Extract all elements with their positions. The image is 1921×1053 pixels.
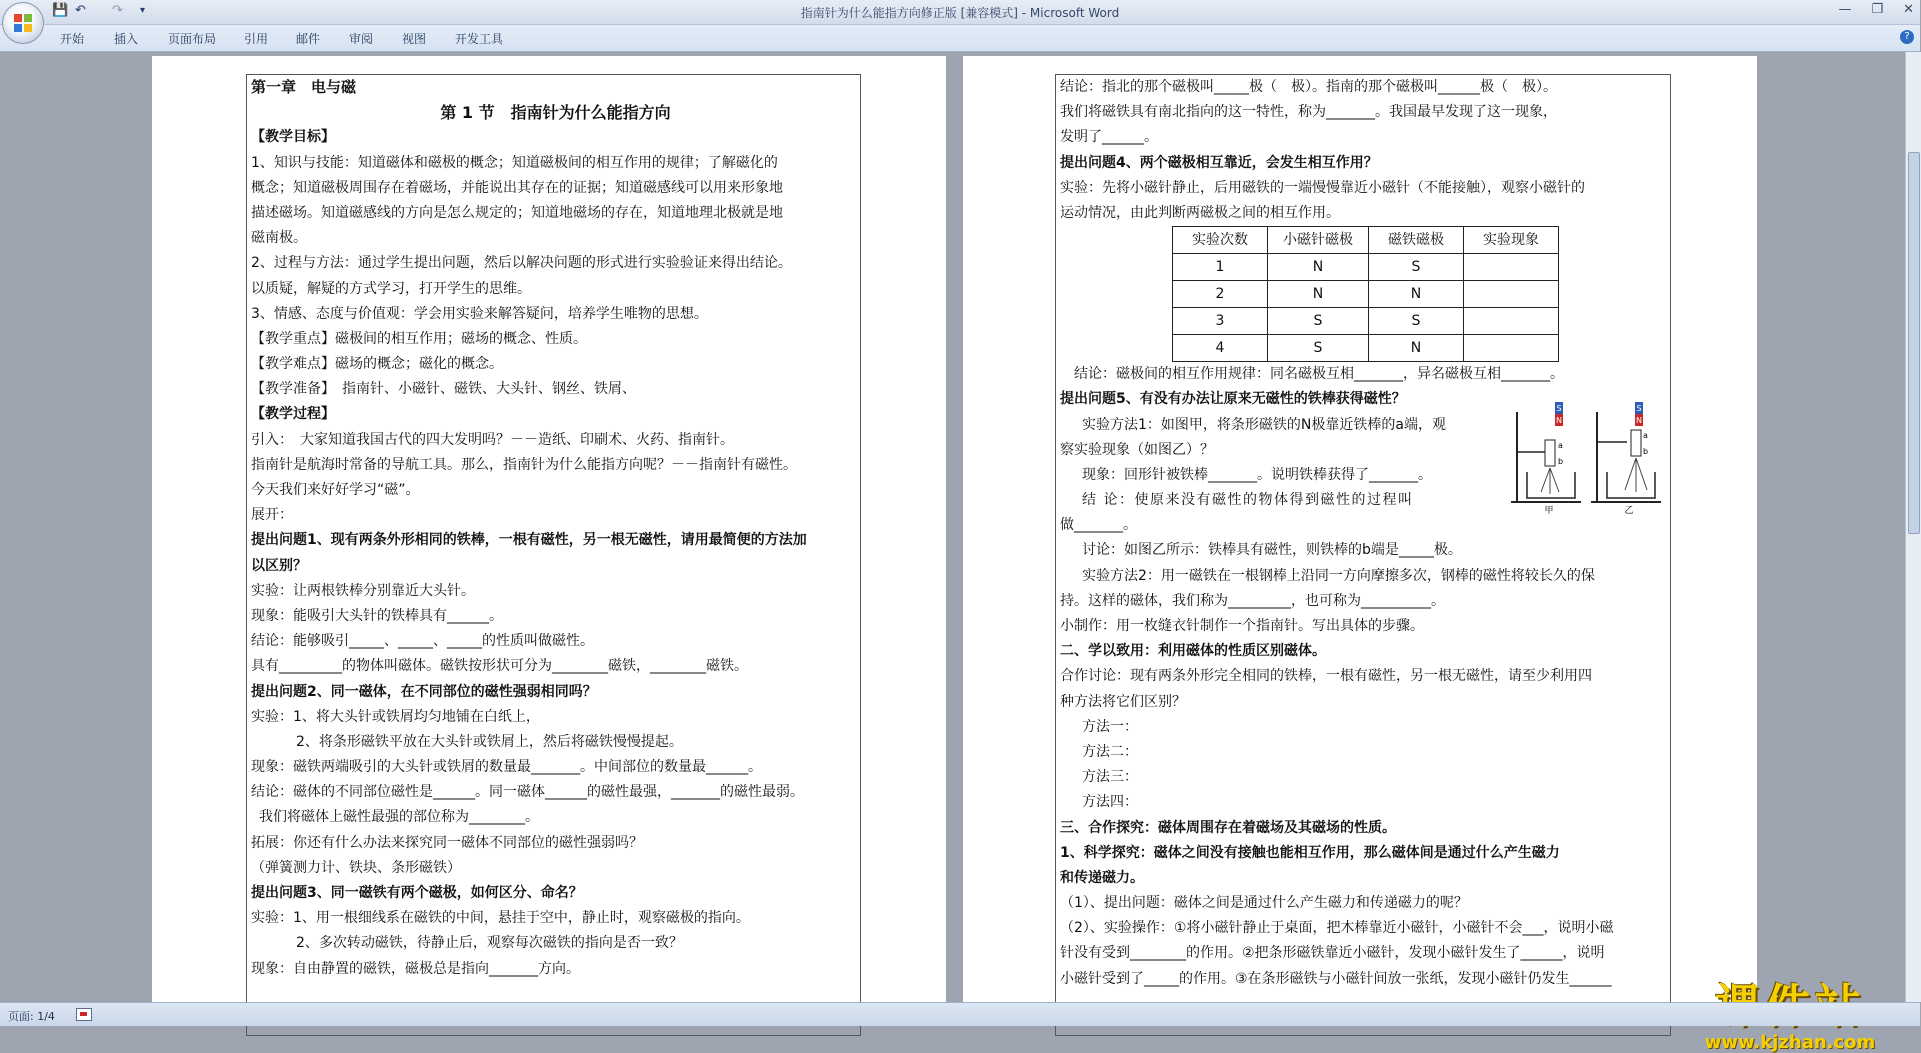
paragraph-line: （2）、实验操作：①将小磁针静止于桌面，把木棒靠近小磁针，小磁针不会___，说明小磁 [1060, 920, 1614, 937]
question-4: 提出问题4、两个磁极相互靠近，会发生相互作用？ [1060, 154, 1378, 171]
paragraph-line: 拓展：你还有什么办法来探究同一磁体不同部位的磁性强弱吗？ [251, 834, 643, 851]
paragraph-line: （1）、提出问题：磁体之间是通过什么产生磁力和传递磁力的呢？ [1060, 895, 1468, 912]
pole-n-label: N [1556, 416, 1562, 425]
window-controls [1838, 2, 1914, 17]
table-cell: N [1268, 281, 1369, 308]
proofing-mark [80, 1012, 87, 1016]
paragraph-line: 针没有受到________的作用。②把条形磁铁靠近小磁针，发现小磁针发生了______，说明 [1060, 945, 1605, 962]
paragraph-line: 我们将磁铁具有南北指向的这一特性，称为_______。我国最早发现了这一现象， [1060, 104, 1557, 121]
redo-icon[interactable]: ↷ [112, 3, 123, 18]
table-cell: S [1369, 308, 1464, 335]
right-page-text[interactable] [1055, 74, 1671, 1036]
section-title: 第 1 节 指南针为什么能指方向 [440, 103, 671, 123]
end-a-label: a [1643, 431, 1648, 440]
page-1 [152, 56, 946, 1016]
page-indicator[interactable]: 页面: 1/4 [8, 1010, 55, 1023]
undo-icon[interactable]: ↶ [75, 3, 86, 18]
chapter-title: 第一章 电与磁 [251, 78, 357, 96]
paragraph-line: 以质疑，解疑的方式学习，打开学生的思维。 [251, 280, 531, 297]
paragraph-line: 现象：自由静置的磁铁，磁极总是指向_______方向。 [251, 960, 580, 977]
question-3: 提出问题3、同一磁铁有两个磁极，如何区分、命名？ [251, 885, 583, 901]
table-cell: 4 [1173, 335, 1268, 362]
proofing-icon[interactable] [76, 1008, 92, 1021]
label-yi: 乙 [1624, 506, 1634, 516]
paragraph-line: 引入： 大家知道我国古代的四大发明吗？－－造纸、印刷术、火药、指南针。 [251, 431, 734, 448]
minimize-button[interactable]: — [1838, 2, 1852, 17]
paragraph-line: 结论：磁极间的相互作用规律：同名磁极互相_______，异名磁极互相_______。 [1074, 366, 1564, 383]
inquiry-heading-cont: 和传递磁力。 [1060, 869, 1144, 886]
paragraph-line: 2、将条形磁铁平放在大头针或铁屑上，然后将磁铁慢慢提起。 [296, 733, 683, 750]
table-cell: S [1268, 335, 1369, 362]
paragraph-line: 指南针是航海时常备的导航工具。那么，指南针为什么能指方向呢？－－指南针有磁性。 [251, 456, 797, 473]
paragraph-line: 实验方法1：如图甲，将条形磁铁的N极靠近铁棒的a端，观 [1082, 416, 1446, 433]
paragraph-line: 小磁针受到了_____的作用。③在条形磁铁与小磁针间放一张纸，发现小磁针仍发生______ [1060, 970, 1612, 987]
method-line: 方法一： [1082, 718, 1138, 735]
table-row [1173, 335, 1559, 362]
section-3-heading: 三、合作探究：磁体周围存在着磁场及其磁场的性质。 [1060, 819, 1396, 836]
table-header-row [1173, 227, 1559, 254]
table-cell: S [1369, 254, 1464, 281]
status-bar [0, 1002, 1920, 1026]
table-cell: N [1268, 254, 1369, 281]
paragraph-line: 种方法将它们区别？ [1060, 693, 1186, 710]
paragraph-line: 发明了______。 [1060, 129, 1158, 146]
office-button[interactable] [2, 2, 44, 44]
paragraph-line: 结论：能够吸引_____、_____、_____的性质叫做磁性。 [251, 633, 594, 650]
table-row [1173, 308, 1559, 335]
end-b-label: b [1558, 457, 1564, 466]
paragraph-line: 我们将磁体上磁性最强的部位称为________。 [259, 809, 539, 826]
paragraph-line: 讨论：如图乙所示：铁棒具有磁性，则铁棒的b端是_____极。 [1082, 542, 1462, 559]
label-jia: 甲 [1544, 506, 1554, 516]
paragraph-line: 1、知识与技能：知道磁体和磁极的概念；知道磁极间的相互作用的规律；了解磁化的 [251, 154, 778, 171]
paper-clips [1625, 458, 1647, 492]
paragraph-line: 3、情感、态度与价值观：学会用实验来解答疑问，培养学生唯物的思想。 [251, 305, 708, 322]
customize-quick-access-icon[interactable]: ▾ [140, 5, 146, 16]
save-icon[interactable]: 💾 [52, 3, 69, 18]
experiment-table [1172, 226, 1559, 362]
end-a-label: a [1558, 441, 1563, 450]
table-cell [1464, 308, 1559, 335]
paragraph-line: 察实验现象（如图乙）？ [1060, 441, 1214, 458]
watermark-url: www.kjzhan.com [1704, 1032, 1876, 1053]
pole-s-label: S [1556, 404, 1562, 413]
magnetization-figure [1511, 400, 1666, 515]
tab-references[interactable]: 引用 [244, 32, 269, 46]
tab-mailings[interactable]: 邮件 [296, 32, 321, 46]
end-b-label: b [1643, 447, 1649, 456]
tab-insert[interactable]: 插入 [114, 32, 139, 46]
table-cell: N [1369, 335, 1464, 362]
paragraph-line: 实验：先将小磁针静止，后用磁铁的一端慢慢靠近小磁针（不能接触），观察小磁针的 [1060, 179, 1585, 196]
table-cell: 1 [1173, 254, 1268, 281]
tab-developer[interactable]: 开发工具 [455, 32, 504, 46]
paragraph-line: 现象：能吸引大头针的铁棒具有______。 [251, 607, 503, 624]
paragraph-line: 小制作：用一枚缝衣针制作一个指南针。写出具体的步骤。 [1060, 618, 1424, 634]
inquiry-heading: 1、科学探究：磁体之间没有接触也能相互作用，那么磁体间是通过什么产生磁力 [1060, 844, 1560, 861]
figure-b [1591, 402, 1661, 516]
paragraph-line: 【教学难点】磁场的概念；磁化的概念。 [251, 356, 503, 373]
table-cell: N [1369, 281, 1464, 308]
table-cell: 3 [1173, 308, 1268, 335]
paragraph-line: 今天我们来好好学习“磁”。 [251, 482, 420, 498]
table-header: 磁铁磁极 [1369, 227, 1464, 254]
table-header: 实验次数 [1173, 227, 1268, 254]
table-cell [1464, 335, 1559, 362]
table-header: 实验现象 [1464, 227, 1559, 254]
question-5: 提出问题5、有没有办法让原来无磁性的铁棒获得磁性？ [1060, 391, 1406, 408]
table-cell [1464, 254, 1559, 281]
paragraph-line: 【教学准备】 指南针、小磁针、磁铁、大头针、钢丝、铁屑、 [251, 381, 636, 398]
paragraph-line: 结论：磁体的不同部位磁性是______。同一磁体______的磁性最强，_______的磁性最弱。 [251, 784, 804, 801]
ribbon-tabs [0, 25, 1920, 52]
paragraph-line: 实验：1、用一根细线系在磁铁的中间，悬挂于空中，静止时，观察磁极的指向。 [251, 910, 750, 927]
figure-a [1511, 402, 1581, 516]
close-button[interactable]: ✕ [1903, 2, 1914, 17]
paragraph-line: 展开： [251, 507, 293, 524]
paragraph-line: 结论：指北的那个磁极叫_____极（ 极）。指南的那个磁极叫______极（ 极）。 [1060, 79, 1557, 95]
pole-s-label: S [1636, 404, 1642, 413]
paragraph-line: 做_______。 [1060, 517, 1137, 534]
table-cell: S [1268, 308, 1369, 335]
table-row [1173, 281, 1559, 308]
table-header: 小磁针磁极 [1268, 227, 1369, 254]
heading-process: 【教学过程】 [251, 406, 335, 423]
tab-page-layout[interactable]: 页面布局 [168, 32, 217, 46]
dish [1527, 472, 1575, 498]
method-line: 方法二： [1082, 743, 1138, 760]
restore-button[interactable]: ❐ [1871, 2, 1884, 17]
dish [1607, 472, 1655, 498]
paragraph-line: 实验：让两根铁棒分别靠近大头针。 [251, 582, 475, 599]
method-line: 方法四： [1082, 794, 1138, 811]
question-2: 提出问题2、同一磁体，在不同部位的磁性强弱相同吗？ [251, 683, 597, 700]
vertical-scrollbar[interactable] [1905, 52, 1921, 1002]
paragraph-line: 现象：磁铁两端吸引的大头针或铁屑的数量最_______。中间部位的数量最______。 [251, 759, 762, 776]
table-row [1173, 254, 1559, 281]
scrollbar-thumb[interactable] [1908, 152, 1920, 534]
paragraph-line: 合作讨论：现有两条外形完全相同的铁棒，一根有磁性，另一根无磁性，请至少利用四 [1060, 668, 1592, 685]
pole-n-label: N [1636, 416, 1642, 425]
iron-bar [1545, 440, 1555, 466]
paragraph-line: 持。这样的磁体，我们称为_________，也可称为__________。 [1060, 592, 1445, 609]
table-cell [1464, 281, 1559, 308]
tab-view[interactable]: 视图 [402, 32, 427, 46]
page-2 [963, 56, 1757, 1016]
method-line: 方法三： [1082, 769, 1138, 786]
title-bar [0, 0, 1920, 25]
paragraph-line: 描述磁场。知道磁感线的方向是怎么规定的；知道地磁场的存在，知道地理北极就是地 [251, 204, 783, 221]
question-1: 提出问题1、现有两条外形相同的铁棒，一根有磁性，另一根无磁性，请用最简便的方法加 [251, 532, 807, 549]
window-title: 指南针为什么能指方向修正版 [兼容模式] - Microsoft Word [800, 6, 1120, 20]
paragraph-line: 2、过程与方法：通过学生提出问题，然后以解决问题的形式进行实验验证来得出结论。 [251, 255, 792, 272]
heading-goals: 【教学目标】 [251, 129, 335, 146]
paragraph-line: 实验：1、将大头针或铁屑均匀地铺在白纸上， [251, 708, 540, 725]
paper-clips [1541, 468, 1559, 494]
paragraph-line: 磁南极。 [251, 230, 307, 247]
question-1-cont: 以区别？ [251, 557, 307, 574]
help-icon[interactable]: ? [1900, 30, 1914, 44]
paragraph-line: 结 论：使原来没有磁性的物体得到磁性的过程叫 [1082, 492, 1414, 509]
table-cell: 2 [1173, 281, 1268, 308]
paragraph-line: 运动情况，由此判断两磁极之间的相互作用。 [1060, 204, 1340, 221]
paragraph-line: 具有_________的物体叫磁体。磁铁按形状可分为________磁铁，________磁铁。 [251, 658, 748, 675]
office-logo-icon [14, 14, 32, 32]
paragraph-line: 2、多次转动磁铁，待静止后，观察每次磁铁的指向是否一致？ [296, 935, 683, 952]
paragraph-line: 现象：回形针被铁棒_______。说明铁棒获得了_______。 [1082, 466, 1432, 483]
tab-review[interactable]: 审阅 [349, 32, 374, 46]
left-page-text[interactable] [246, 74, 861, 1036]
tab-home[interactable]: 开始 [60, 32, 85, 46]
paragraph-line: 【教学重点】磁极间的相互作用；磁场的概念、性质。 [251, 330, 587, 347]
paragraph-line: 概念；知道磁极周围存在着磁场，并能说出其存在的证据；知道磁感线可以用来形象地 [251, 179, 783, 196]
paragraph-line: 实验方法2：用一磁铁在一根钢棒上沿同一方向摩擦多次，钢棒的磁性将较长久的保 [1082, 567, 1595, 584]
section-2-heading: 二、学以致用：利用磁体的性质区别磁体。 [1060, 643, 1326, 660]
iron-bar [1631, 430, 1641, 456]
paragraph-line: （弹簧测力计、铁块、条形磁铁） [251, 859, 461, 876]
